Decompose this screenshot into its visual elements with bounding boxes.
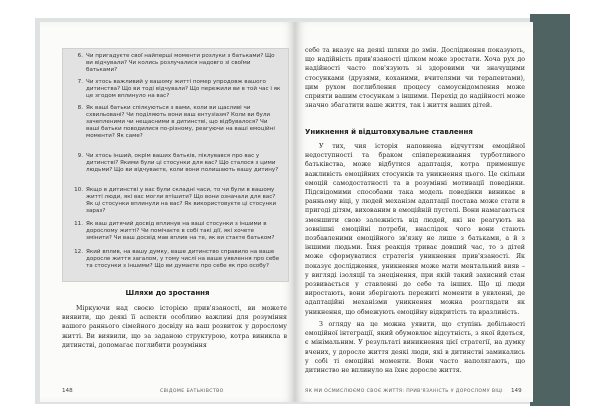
section-title: Шляхи до зростання: [125, 289, 210, 297]
question-item: [67, 53, 281, 74]
section-title: Уникнення й відштовхувальне ставлення: [305, 128, 473, 136]
page-number: 149: [511, 388, 522, 394]
question-number: 9.: [77, 153, 83, 159]
book-cover-edge: [530, 14, 570, 406]
question-text: Чи пригадуєте свої найперші моменти розлуки з батьками? Що ви відчували? Чи колись розлучалися надовго зі своїми батьками?: [86, 53, 275, 73]
question-number: 11.: [74, 221, 83, 227]
question-text: Якщо в дитинстві у вас були складні часи, то чи були в вашому житті люди, які вас могли втішити? Що вони означали для вас? Як ці стосунки вплинули на вас? Як використовуєте ці стосунки зараз?: [86, 187, 277, 214]
question-item: [67, 187, 281, 215]
question-item: [67, 105, 281, 140]
running-head: ЯК МИ ОСМИСЛЮЄМО СВОЄ ЖИТТЯ: ПРИВ'ЯЗАНІСТЬ У ДОРОСЛОМУ ВІЦІ: [305, 389, 503, 394]
page-number: 148: [62, 388, 73, 394]
question-item: [67, 221, 281, 242]
body-paragraph: себе та вказує на деякі шляхи до змін. Дослідження показують, що надійність прив'язаності цілком може зростати. Хоча рух до надійності часто пов'язують зі здоровими чи значущими стосунками (друзями, коханими, вчителями чи терапевтами), цим рухом поглиблення процесу самоусвідомлення може сприяти вашим стосункам з іншими. Перехід до надійності може значно збагатити ваше життя, так і життя ваших дітей.: [305, 47, 525, 110]
question-item: [67, 79, 281, 100]
body-paragraph: У тих, чия історія наповнена відчуттям емоційної недоступності та браком співпереживання турботливого батьківства, може відбутися адаптація, котра применшує важливість емоційних стосунків та уникнення цього. Це скільки емоцій самодостатності та в розумінні мотивації поведінки. Підсвідомими способами така модель поведінки виникає в ранньому віці, у людей механізм адаптації постава може стати в пригоді дітям, вихованим в емоційній пустелі. Вони намагаються зменшити свою залежність від людей, які не реагують на зовнішні емоційні потреби, внаслідок чого вони стають позбавленими емоційного зв'язку не лише з батьками, а й з іншими людьми. Їхня реакція триває довший час, то з дітей може сформуватися стратегія уникнення прив'язаності. Як показує дослідження, уникнення може мати ментальний вияв – у вигляді ізоляції та знецінення, при якій такий захисний стан розвивається у ставленні до себе та інших. Що ці люди виростають, вони зберігають пережиті моменти в уявленні, де адаптаційні механізми уникнення можна розглядати як уникнення, що обмежують емоційну відкритість та вразливість.: [305, 143, 525, 316]
question-number: 12.: [74, 249, 83, 255]
running-head: СВІДОМЕ БАТЬКІВСТВО: [160, 389, 224, 394]
left-page: [40, 22, 295, 402]
question-text: Чи хтось інший, окрім ваших батьків, піклувався про вас у дитинстві? Якими були ці стосунки для вас? Що сталося з цими людьми? Що ви відчуваєте, коли вони полишають вашу дитину?: [86, 153, 279, 173]
question-text: Як ваш дитячий досвід вплинув на ваші стосунки з іншими в дорослому житті? Чи помічаєте в собі такі дії, які хочете змінити? Чи ваш досвід мав вплив на те, як ви стаєте батьком?: [86, 221, 275, 241]
question-number: 6.: [77, 53, 83, 59]
question-number: 10.: [74, 187, 83, 193]
question-number: 7.: [77, 79, 83, 85]
questions-box: [62, 48, 289, 282]
question-item: [67, 249, 281, 270]
right-page: [295, 22, 533, 402]
body-paragraph: Міркуючи над своєю історією прив'язаності, ви можете виявити, що деякі її аспекти особливо важливі для розуміння вашого раннього сімейного досвіду на ваш розвиток у дорослому житті. Ви виявили, що за заданою структурою, котра виникла в дитинстві, допомагає поглибити розуміння: [62, 305, 287, 349]
question-text: Чи хтось важливий у вашому житті помер упродовж вашого дитинства? Що ви тоді відчували? Що пережили ви в той час і як це згодом вплинуло на вас?: [86, 79, 281, 99]
body-paragraph: З огляду на це можна уявити, що ступінь дебільності емоційної інтеграції, який обумовлює відсутність, з якої йдеться, є мінімальним. У результаті виникнення цієї стратегії, на думку вчених, у доросле життя деякі люди, які в дитинстві замикались у собі ті емоційні моменти. Вони часто наполягають, що дитинство не вплинуло на їхнє доросле життя.: [305, 321, 525, 375]
question-text: Як ваші батьки спілкуються з вами, коли ви щасливі чи схвильовані? Чи поділяють вони ваш ентузіазм? Коли ви були зачепленими чи нещасними в дитинстві, що відбувалося? Чи ваші батьки поводилися по-різному, реагуючи на ваші емоційні моменти? Як саме?: [86, 105, 275, 139]
question-number: 8.: [77, 105, 83, 111]
question-item: [67, 153, 281, 174]
question-text: Який вплив, на вашу думку, ваше дитинство справило на ваше доросле життя загалом, у тому числі на ваше уявлення про себе та стосунки з іншими? Що ви думаєте про себе як про особу?: [86, 249, 280, 269]
